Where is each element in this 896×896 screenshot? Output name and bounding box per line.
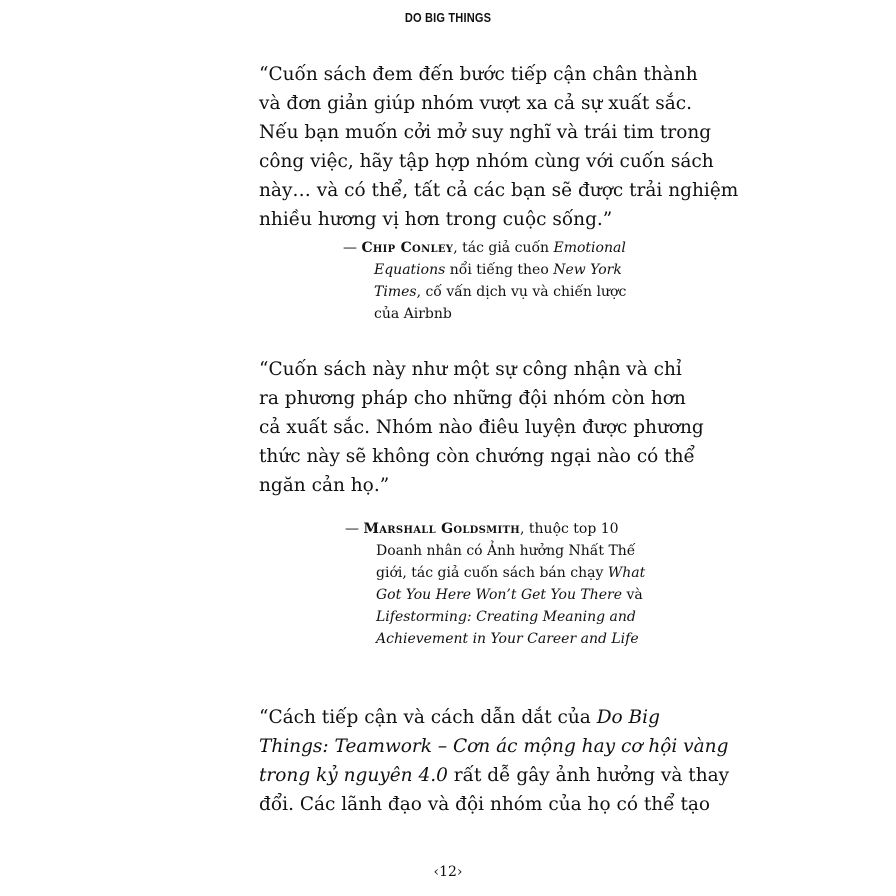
author-name: Marshall Goldsmith xyxy=(363,521,521,537)
quote-line: công việc, hãy tập hợp nhóm cùng với cuốn sách xyxy=(259,151,714,172)
book-title: Things: Teamwork – Cơn ác mộng hay cơ hội vàng xyxy=(259,736,729,757)
book-title: Do Big xyxy=(596,707,660,728)
quote-line: này… và có thể, tất cả các bạn sẽ được trải nghiệm xyxy=(259,180,739,201)
book-title: Lifestorming: Creating Meaning and xyxy=(376,609,636,625)
quote-line: Nếu bạn muốn cởi mở suy nghĩ và trái tim trong xyxy=(259,122,712,143)
attribution-text: , cố vấn dịch vụ và chiến lược xyxy=(416,284,627,300)
quote-line: và đơn giản giúp nhóm vượt xa cả sự xuất sắc. xyxy=(259,93,692,114)
attribution-text: , tác giả cuốn xyxy=(453,240,554,256)
book-title: Equations xyxy=(374,262,446,278)
book-title: Emotional xyxy=(553,240,626,256)
testimonial-quote xyxy=(259,703,730,819)
book-title: Achievement in Your Career and Life xyxy=(376,631,639,647)
attribution-text: nổi tiếng theo xyxy=(445,262,554,278)
book-title: What xyxy=(607,565,646,581)
quote-line: đổi. Các lãnh đạo và đội nhóm của họ có thể tạo xyxy=(259,794,711,815)
book-title: trong kỷ nguyên 4.0 xyxy=(259,765,448,786)
quote-line: “Cuốn sách này như một sự công nhận và chỉ xyxy=(259,359,682,380)
attribution-text: , thuộc top 10 xyxy=(520,521,619,537)
page-number: ‹12› xyxy=(433,864,463,880)
quote-line: ra phương pháp cho những đội nhóm còn hơn xyxy=(259,388,686,409)
attribution-text: giới, tác giả cuốn sách bán chạy xyxy=(376,565,608,581)
book-title: Got You Here Won’t Get You There xyxy=(376,587,623,603)
running-head: DO BIG THINGS xyxy=(404,10,492,25)
attribution-dash: — xyxy=(345,521,364,537)
author-name: Chip Conley xyxy=(361,240,454,256)
attribution-dash: — xyxy=(343,240,362,256)
quote-line: nhiều hương vị hơn trong cuộc sống.” xyxy=(259,209,613,230)
quote-attribution xyxy=(345,518,646,650)
quote-line: “Cuốn sách đem đến bước tiếp cận chân thành xyxy=(259,64,698,85)
publication-name: Times xyxy=(374,284,417,300)
attribution-text: của Airbnb xyxy=(374,306,452,322)
quote-line: thức này sẽ không còn chướng ngại nào có thể xyxy=(259,446,695,467)
attribution-text: Doanh nhân có Ảnh hưởng Nhất Thế xyxy=(376,543,636,559)
quote-text: rất dễ gây ảnh hưởng và thay xyxy=(447,765,730,786)
quote-line: cả xuất sắc. Nhóm nào điêu luyện được phương xyxy=(259,417,704,438)
testimonial-quote xyxy=(259,60,739,234)
publication-name: New York xyxy=(553,262,622,278)
attribution-text: và xyxy=(622,587,643,603)
testimonial-quote xyxy=(259,355,704,500)
quote-line: ngăn cản họ.” xyxy=(259,475,390,496)
quote-text: “Cách tiếp cận và cách dẫn dắt của xyxy=(259,707,597,728)
quote-attribution xyxy=(343,237,627,325)
